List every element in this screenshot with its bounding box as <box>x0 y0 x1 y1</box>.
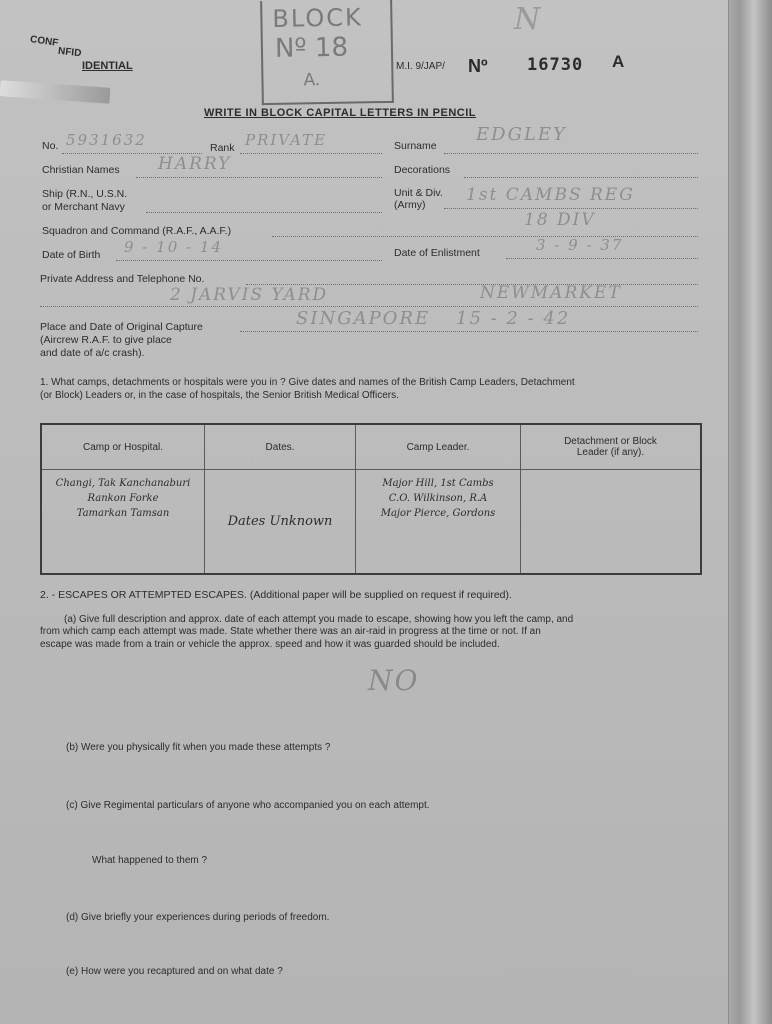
stamp-letter: A. <box>303 70 321 91</box>
corner-handwritten-mark: N <box>514 2 543 37</box>
binding-string <box>0 80 110 104</box>
squadron-line <box>272 236 698 237</box>
dob-line <box>116 260 382 261</box>
enlistment-label: Date of Enlistment <box>394 247 480 259</box>
capture-label-3: and date of a/c crash). <box>40 347 145 359</box>
surname-line <box>444 153 698 154</box>
question-2c: (c) Give Regimental particulars of anyone who accompanied you on each attempt. <box>66 800 430 811</box>
camp-entry: Rankon Forke <box>87 493 159 504</box>
form-title: WRITE IN BLOCK CAPITAL LETTERS IN PENCIL <box>204 107 476 119</box>
christian-names-label: Christian Names <box>42 164 120 176</box>
ship-label-2: or Merchant Navy <box>42 201 125 213</box>
dates-cell: Dates Unknown <box>205 470 356 575</box>
unit-value-1: 1st CAMBS REG <box>466 185 635 205</box>
camp-cell <box>41 470 205 575</box>
number-label: Nº <box>468 56 488 76</box>
capture-date: 15 - 2 - 42 <box>456 308 571 329</box>
question-1-line-1: 1. What camps, detachments or hospitals were you in ? Give dates and names of the British Camp Leaders, Detachment <box>40 377 575 388</box>
question-2b: (b) Were you physically fit when you made these attempts ? <box>66 742 331 753</box>
question-2-heading: 2. - ESCAPES OR ATTEMPTED ESCAPES. (Additional paper will be supplied on request if required). <box>40 589 512 601</box>
address-label: Private Address and Telephone No. <box>40 273 205 285</box>
rank-label: Rank <box>210 142 235 154</box>
form-number: 16730 <box>527 55 584 75</box>
camps-table-header <box>41 424 701 470</box>
confidential-fragment-3: IDENTIAL <box>82 60 133 72</box>
decorations-label: Decorations <box>394 164 451 176</box>
question-2a-line-2: from which camp each attempt was made. State whether there was an air-raid in progress at the time or not. If an <box>40 626 541 637</box>
unit-label-2: (Army) <box>394 199 426 211</box>
column-detachment-leader: Detachment or Block Leader (if any). <box>521 424 702 470</box>
table-row <box>41 470 701 575</box>
question-2a-line-3: escape was made from a train or vehicle the approx. speed and how it was guarded should be included. <box>40 639 500 650</box>
capture-label-1: Place and Date of Original Capture <box>40 321 203 333</box>
address-value-2: NEWMARKET <box>480 283 622 303</box>
capture-line <box>240 331 698 332</box>
column-camp-leader: Camp Leader. <box>356 424 521 470</box>
decorations-line <box>464 177 698 178</box>
form-suffix: A <box>612 52 625 71</box>
christian-names-value: HARRY <box>158 154 232 174</box>
leader-entry: Major Hill, 1st Cambs <box>382 478 494 489</box>
ship-line <box>146 212 382 213</box>
rank-line <box>240 153 382 154</box>
camp-leader-cell <box>356 470 521 575</box>
escape-answer: NO <box>368 664 420 697</box>
question-2a-line-1: (a) Give full description and approx. date of each attempt you made to escape, showing how you left the camp, and <box>64 614 574 625</box>
confidential-fragment-2: NFID <box>57 45 82 60</box>
enlistment-line <box>506 258 698 259</box>
reference-code: M.I. 9/JAP/ <box>396 61 445 72</box>
confidential-fragment-1: CONF <box>29 34 59 49</box>
dob-value: 9 - 10 - 14 <box>124 238 223 256</box>
stamp-block-text: BLOCK <box>272 3 364 33</box>
unit-line <box>444 208 698 209</box>
stamp-number: Nº 18 <box>274 32 349 64</box>
capture-label-2: (Aircrew R.A.F. to give place <box>40 334 172 346</box>
address-value-1: 2 JARVIS YARD <box>170 285 329 305</box>
question-2d: (d) Give briefly your experiences during periods of freedom. <box>66 912 330 923</box>
leader-entry: Major Pierce, Gordons <box>380 508 496 519</box>
camps-table <box>40 423 702 575</box>
squadron-label: Squadron and Command (R.A.F., A.A.F.) <box>42 225 232 237</box>
no-value: 5931632 <box>66 131 147 149</box>
address-line-2 <box>40 306 698 307</box>
question-2e: (e) How were you recaptured and on what date ? <box>66 966 283 977</box>
camp-entry: Changi, Tak Kanchanaburi <box>55 478 191 489</box>
question-2c-followup: What happened to them ? <box>92 855 208 866</box>
enlistment-value: 3 - 9 - 37 <box>536 236 624 254</box>
capture-place: SINGAPORE <box>296 308 431 329</box>
ship-label-1: Ship (R.N., U.S.N. <box>42 188 128 200</box>
no-label: No. <box>42 140 59 152</box>
rank-value: PRIVATE <box>245 131 328 149</box>
column-dates: Dates. <box>205 424 356 470</box>
unit-label-1: Unit & Div. <box>394 187 443 199</box>
block-stamp <box>260 0 394 105</box>
dob-label: Date of Birth <box>42 249 101 261</box>
christian-names-line <box>136 177 382 178</box>
unit-value-2: 18 DIV <box>524 210 596 230</box>
surname-value: EDGLEY <box>476 124 567 145</box>
surname-label: Surname <box>394 140 437 152</box>
detachment-leader-cell <box>521 470 702 575</box>
camp-entry: Tamarkan Tamsan <box>76 508 170 519</box>
leader-entry: C.O. Wilkinson, R.A <box>388 493 488 504</box>
column-camp: Camp or Hospital. <box>41 424 205 470</box>
question-1-line-2: (or Block) Leaders or, in the case of hospitals, the Senior British Medical Officers. <box>40 390 399 401</box>
